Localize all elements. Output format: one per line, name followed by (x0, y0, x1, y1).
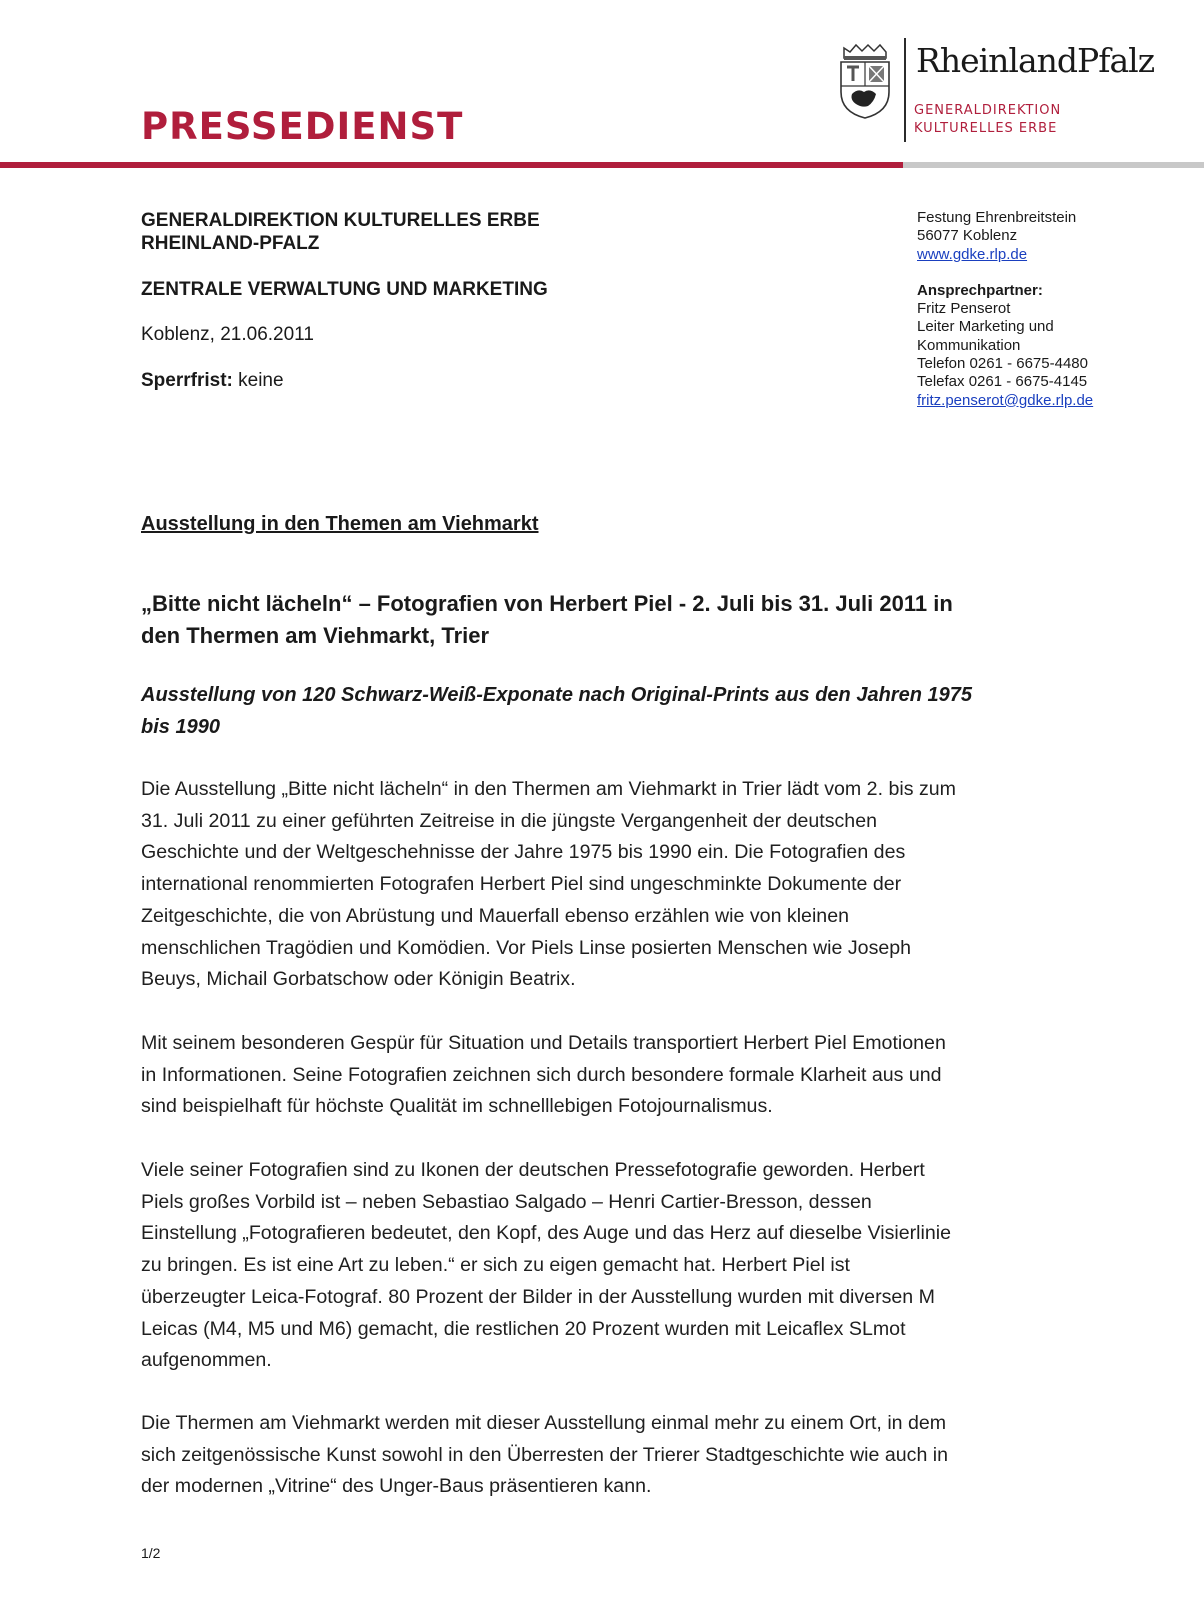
paragraph-line: Beuys, Michail Gorbatschow oder Königin Beatrix. (141, 968, 576, 991)
contact-block (917, 209, 1187, 410)
paragraph-line: überzeugter Leica-Fotograf. 80 Prozent der Bilder in der Ausstellung wurden mit diversen M (141, 1285, 935, 1308)
paragraph-line: Einstellung „Fotografieren bedeutet, den Kopf, des Auge und das Herz auf dieselbe Visierlinie (141, 1222, 952, 1245)
section-heading: Ausstellung in den Themen am Viehmarkt (141, 513, 539, 535)
paragraph-line: Piels großes Vorbild ist – neben Sebastiao Salgado – Henri Cartier-Bresson, dessen (141, 1190, 872, 1213)
sender-org-line2: RHEINLAND-PFALZ (141, 233, 320, 254)
paragraph-line: Die Ausstellung „Bitte nicht lächeln“ in den Thermen am Viehmarkt in Trier lädt vom 2. bis zum (141, 778, 956, 800)
paragraph-line: sind beispielhaft für höchste Qualität im schnelllebigen Fotojournalismus. (141, 1095, 773, 1118)
paragraph-4 (141, 1408, 1061, 1503)
headline-line1: „Bitte nicht lächeln“ – Fotografien von Herbert Piel - 2. Juli bis 31. Juli 2011 in (141, 591, 953, 616)
paragraph-line: 31. Juli 2011 zu einer geführten Zeitreise in die jüngste Vergangenheit der deutschen (141, 809, 877, 832)
logo-subtitle-line2: KULTURELLES ERBE (914, 121, 1058, 136)
paragraph-line: der modernen „Vitrine“ des Unger-Baus präsentieren kann. (141, 1475, 652, 1498)
logo-subtitle-line1: GENERALDIREKTION (914, 103, 1062, 118)
website-link[interactable]: www.gdke.rlp.de (917, 245, 1028, 263)
logo-wordmark: RheinlandPfalz (916, 41, 1155, 80)
paragraph-line: Leicas (M4, M5 und M6) gemacht, die restlichen 20 Prozent wurden mit Leicaflex SLmot (141, 1317, 906, 1340)
contact-person-label: Ansprechpartner: (917, 281, 1043, 299)
paragraph-line: Zeitgeschichte, die von Abrüstung und Mauerfall ebenso erzählen wie von kleinen (141, 904, 849, 927)
contact-phone: Telefon 0261 - 6675-4480 (917, 355, 1088, 373)
sender-organisation (141, 209, 540, 255)
paragraph-line: Viele seiner Fotografien sind zu Ikonen der deutschen Pressefotografie geworden. Herbert (141, 1159, 925, 1181)
contact-role-line2: Kommunikation (917, 336, 1021, 354)
embargo-line (141, 369, 284, 392)
paragraph-line: international renommierten Fotografen Herbert Piel sind ungeschminkte Dokumente der (141, 873, 902, 896)
sender-org-line1: GENERALDIREKTION KULTURELLES ERBE (141, 210, 540, 231)
contact-address-line2: 56077 Koblenz (917, 227, 1018, 245)
masthead-title: PRESSEDIENST (141, 105, 464, 148)
logo-divider (904, 38, 906, 142)
subheadline-line2: bis 1990 (141, 716, 220, 738)
paragraph-line: sich zeitgenössische Kunst sowohl in den Überresten der Trierer Stadtgeschichte wie auch in (141, 1443, 949, 1466)
contact-role-line1: Leiter Marketing und (917, 318, 1054, 336)
rlp-logo (838, 38, 1155, 150)
paragraph-line: Die Thermen am Viehmarkt werden mit dieser Ausstellung einmal mehr zu einem Ort, in dem (141, 1412, 947, 1434)
article-headline (141, 588, 1061, 652)
contact-fax: Telefax 0261 - 6675-4145 (917, 373, 1088, 391)
page-number: 1/2 (141, 1545, 161, 1561)
embargo-label: Sperrfrist: (141, 370, 233, 391)
contact-address-line1: Festung Ehrenbreitstein (917, 209, 1077, 226)
masthead-rule-grey (903, 162, 1204, 168)
contact-spacer (917, 264, 1187, 282)
paragraph-3 (141, 1155, 1061, 1377)
headline-line2: den Thermen am Viehmarkt, Trier (141, 623, 490, 648)
email-link[interactable]: fritz.penserot@gdke.rlp.de (917, 391, 1094, 409)
paragraph-line: aufgenommen. (141, 1349, 272, 1372)
subheadline-line1: Ausstellung von 120 Schwarz-Weiß-Exponate nach Original-Prints aus den Jahren 1975 (141, 684, 972, 706)
embargo-value: keine (232, 370, 284, 391)
coat-of-arms-icon (838, 42, 892, 120)
article-subheadline (141, 679, 1066, 743)
sender-department: ZENTRALE VERWALTUNG UND MARKETING (141, 279, 548, 300)
masthead-rule-red (0, 162, 903, 168)
paragraph-2 (141, 1028, 1061, 1123)
contact-name: Fritz Penserot (917, 300, 1011, 318)
paragraph-1 (141, 774, 1061, 996)
paragraph-line: in Informationen. Seine Fotografien zeichnen sich durch besondere formale Klarheit aus und (141, 1063, 942, 1086)
paragraph-line: Geschichte und der Weltgeschehnisse der Jahre 1975 bis 1990 ein. Die Fotografien des (141, 841, 906, 864)
paragraph-line: menschlichen Tragödien und Komödien. Vor Piels Linse posierten Menschen wie Joseph (141, 936, 912, 959)
paragraph-line: zu bringen. Es ist eine Art zu leben.“ er sich zu eigen gemacht hat. Herbert Piel ist (141, 1254, 851, 1277)
paragraph-line: Mit seinem besonderen Gespür für Situation und Details transportiert Herbert Piel Emotionen (141, 1032, 946, 1054)
press-date: Koblenz, 21.06.2011 (141, 324, 314, 345)
